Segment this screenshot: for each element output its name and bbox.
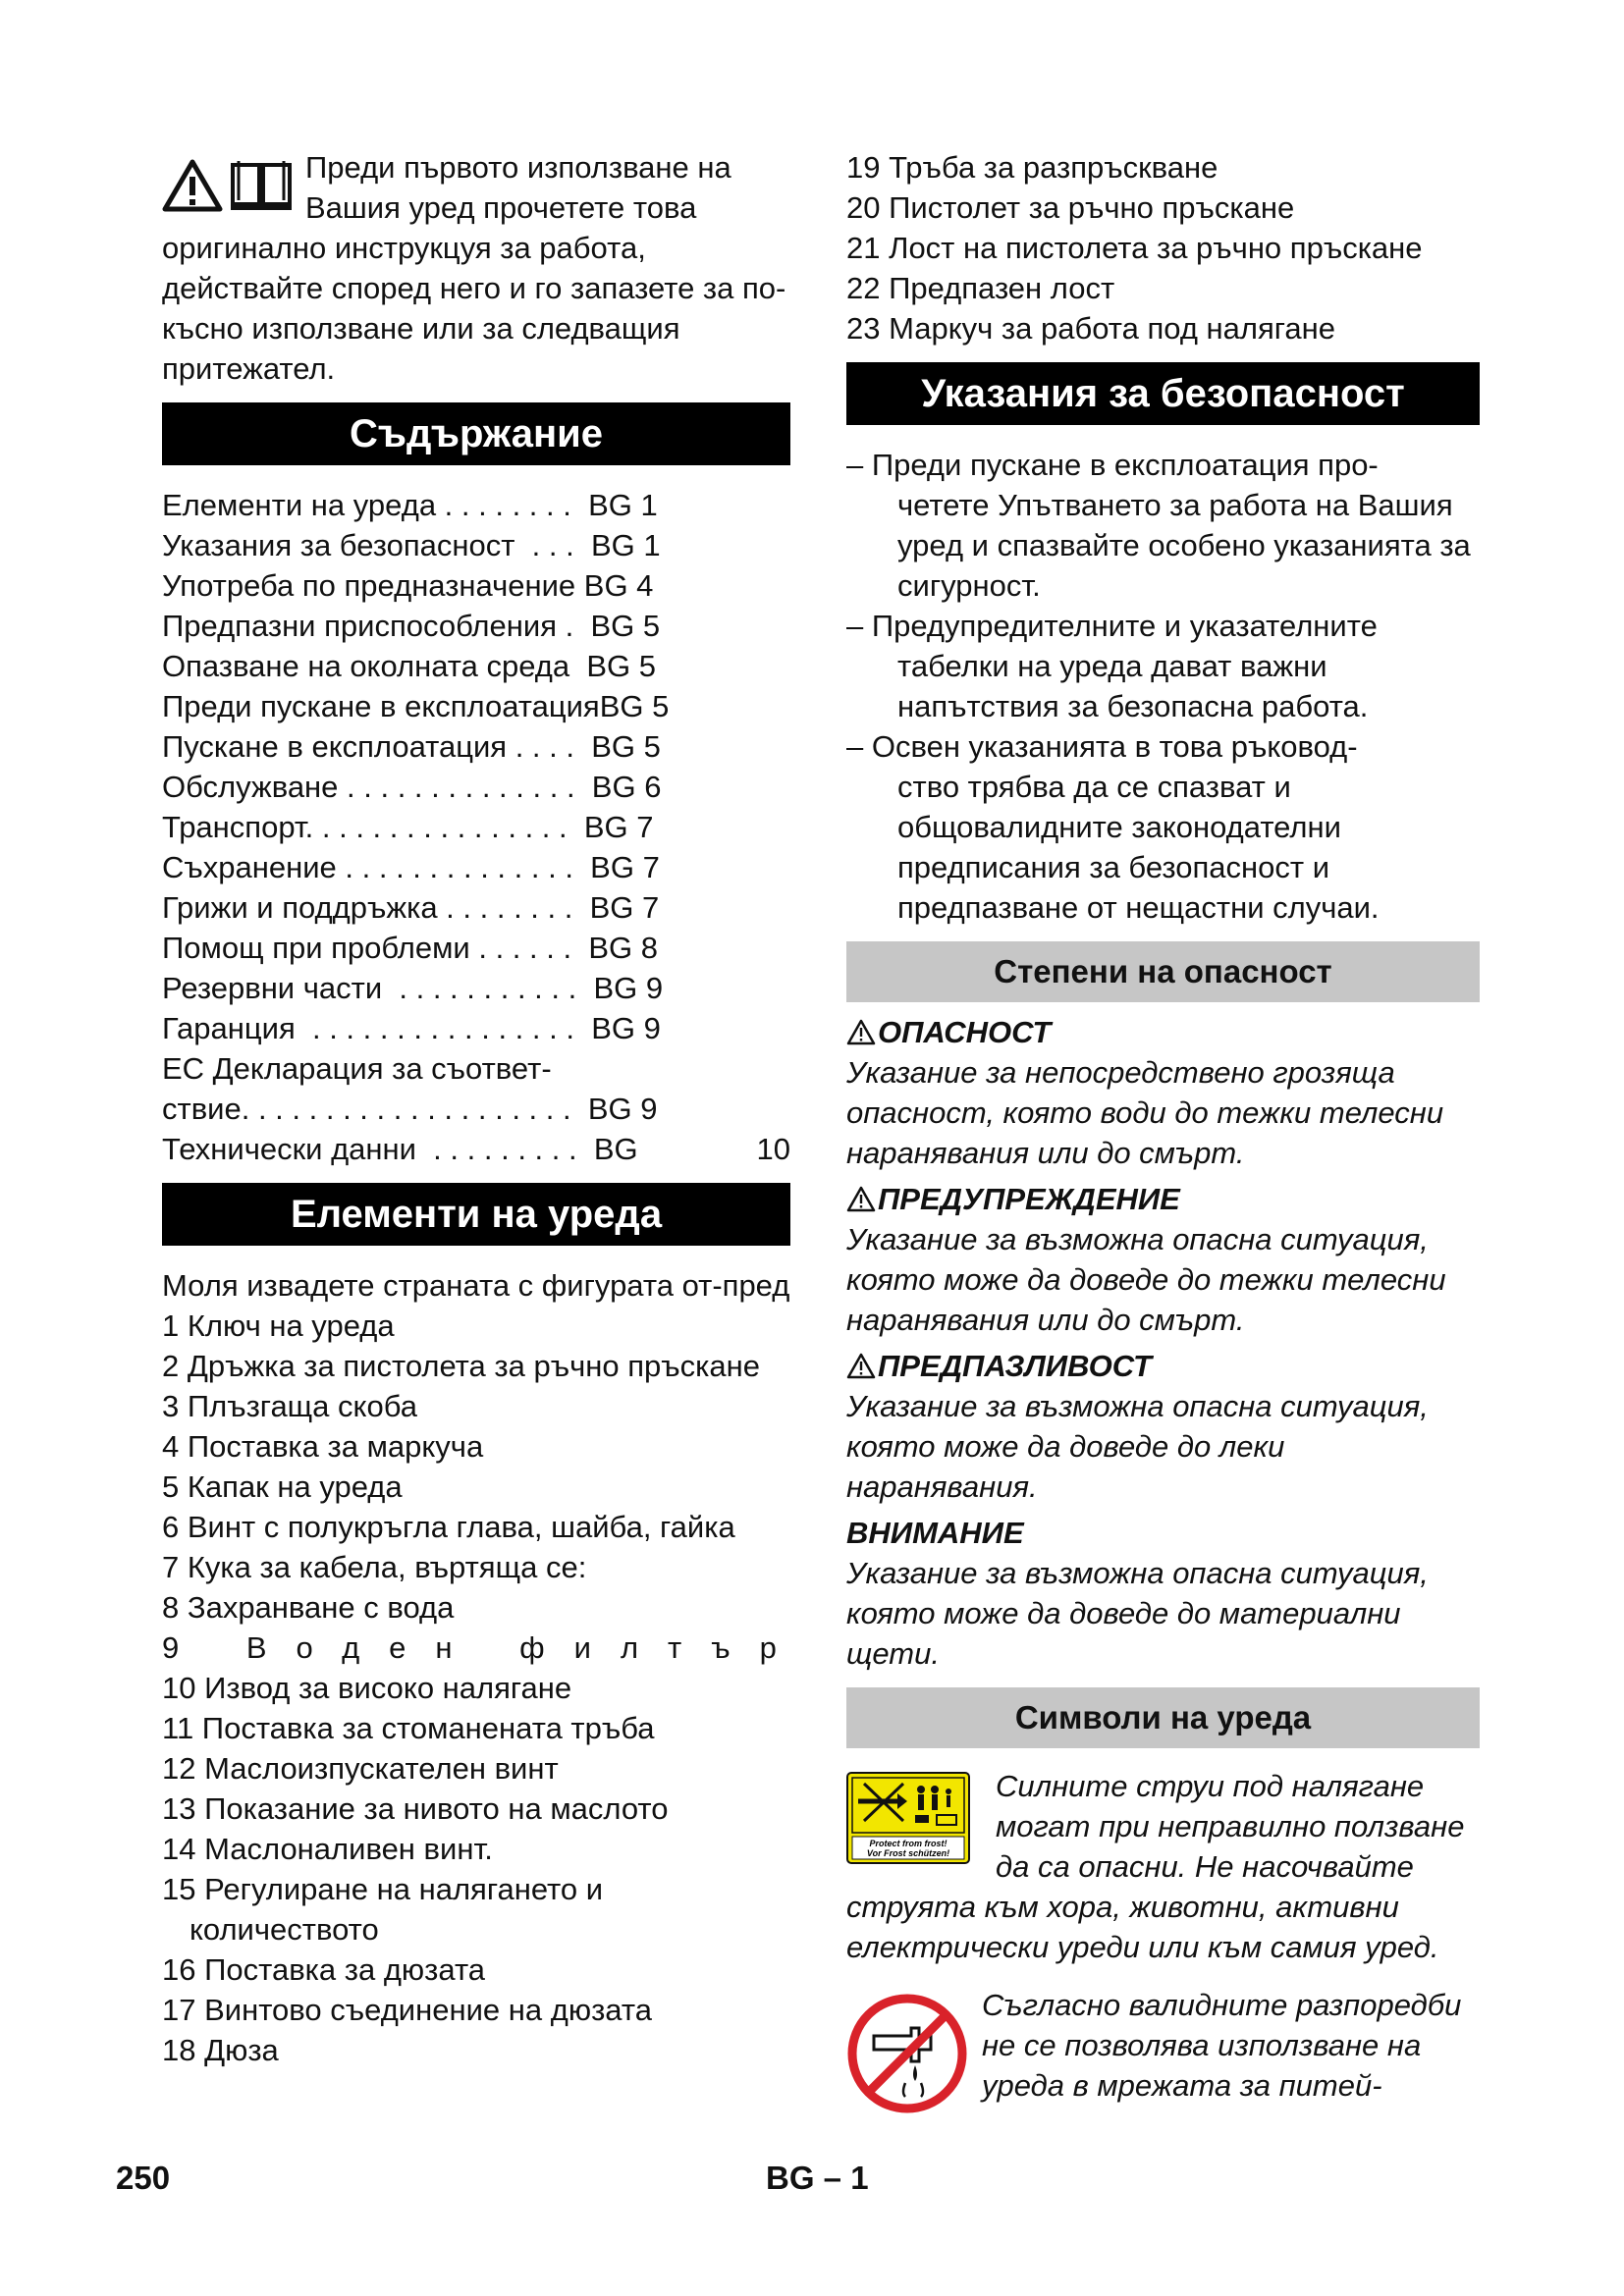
hazard-danger-label: ОПАСНОСТ xyxy=(846,1012,1480,1052)
toc-entry[interactable]: Помощ при проблеми . . . . . . BG 8 xyxy=(162,931,658,965)
safety-bullet: – Преди пускане в експлоатация про- четете Упътването за работа на Вашия уред и спазвайте особено указанията за сигурност. xyxy=(846,448,1471,603)
symbol-no-drinking-water xyxy=(846,1985,1480,2106)
hazard-attention-text: Указание за възможна опасна ситуация, която може да доведе до материални щети. xyxy=(846,1556,1429,1671)
list-item: 21 Лост на пистолета за ръчно пръскане xyxy=(846,231,1423,265)
list-item: 18 Дюза xyxy=(162,2033,279,2067)
toc-entry-ec-line-1[interactable]: ЕС Декларация за съответ- xyxy=(162,1051,552,1086)
list-item: 23 Маркуч за работа под налягане xyxy=(846,311,1335,346)
list-item: 22 Предпазен лост xyxy=(846,271,1115,305)
toc-heading: Съдържание xyxy=(162,402,790,465)
list-item: 2 Дръжка за пистолета за ръчно пръскане xyxy=(162,1349,760,1383)
toc-entry-ec-line-2[interactable]: ствие. . . . . . . . . . . . . . . . . . . . BG 9 xyxy=(162,1092,658,1126)
elements-intro: Моля извадете страната с фигурата от-пред xyxy=(162,1268,790,1303)
sticker-label-line-2: Vor Frost schützen! xyxy=(866,1848,950,1858)
warning-triangle-icon xyxy=(162,159,223,212)
list-item: 15 Регулиране на налягането и количеството xyxy=(162,1872,604,1947)
sticker-label-line-1: Protect from frost! xyxy=(869,1839,947,1848)
list-item: 17 Винтово съединение на дюзата xyxy=(162,1993,652,2027)
intro xyxy=(162,147,790,228)
list-item: 8 Захранване с вода xyxy=(162,1590,455,1625)
toc-entry[interactable]: Обслужване . . . . . . . . . . . . . . BG 6 xyxy=(162,770,662,804)
manual-book-icon xyxy=(229,157,294,212)
symbol-high-pressure xyxy=(846,1766,1480,1967)
intro-line-2: Вашия уред прочетете това xyxy=(305,190,697,225)
warning-triangle-icon xyxy=(846,1186,876,1212)
safety-list xyxy=(846,445,1480,928)
warning-triangle-icon xyxy=(846,1019,876,1045)
language-code: BG xyxy=(766,2160,815,2196)
toc-entry[interactable]: Транспорт. . . . . . . . . . . . . . . . BG 7 xyxy=(162,810,654,844)
toc-list xyxy=(162,485,790,1169)
right-column xyxy=(846,147,1480,2118)
hazard-caution-label: ПРЕДПАЗЛИВОСТ xyxy=(846,1346,1480,1386)
toc-entry[interactable]: Предпазни приспособления . BG 5 xyxy=(162,609,661,643)
page-number: 250 xyxy=(116,2160,171,2196)
list-item-spaced: 9 Воден филтър xyxy=(162,1630,806,1665)
toc-entry[interactable]: Пускане в експлоатация . . . . BG 5 xyxy=(162,729,661,764)
elements-list xyxy=(162,1306,806,2070)
list-item: 20 Пистолет за ръчно пръскане xyxy=(846,190,1295,225)
list-item: 1 Ключ на уреда xyxy=(162,1308,395,1343)
list-item: 16 Поставка за дюзата xyxy=(162,1952,486,1987)
list-item: 7 Кука за кабела, въртяща се: xyxy=(162,1550,587,1584)
hazard-levels xyxy=(846,1012,1480,1674)
toc-entry[interactable]: Съхранение . . . . . . . . . . . . . . BG 7 xyxy=(162,850,660,884)
toc-entry[interactable]: Резервни части . . . . . . . . . . . BG 9 xyxy=(162,971,664,1005)
elements-list-continued xyxy=(846,147,1480,348)
hazard-warning-text: Указание за възможна опасна ситуация, която може да доведе до тежки телесни наранявания или до смърт. xyxy=(846,1222,1446,1337)
hazards-heading: Степени на опасност xyxy=(846,941,1480,1002)
symbol-no-drinking-water-text: Съгласно валидните разпоредби не се позволява използване на уреда в мрежата за питей- xyxy=(982,1988,1462,2103)
toc-entry[interactable]: Гаранция . . . . . . . . . . . . . . . . BG 9 xyxy=(162,1011,661,1045)
hazard-attention-label: ВНИМАНИЕ xyxy=(846,1516,1024,1550)
toc-entry[interactable]: Употреба по предназначение BG 4 xyxy=(162,568,654,603)
left-column xyxy=(162,147,806,2070)
elements-heading: Елементи на уреда xyxy=(162,1183,790,1246)
hazard-danger-text: Указание за непосредствено грозяща опасност, която води до тежки телесни наранявания или до смърт. xyxy=(846,1055,1444,1170)
list-item: 6 Винт с полукръгла глава, шайба, гайка xyxy=(162,1510,735,1544)
toc-entry[interactable]: Преди пускане в експлоатация BG 5 xyxy=(162,689,670,723)
list-item: 3 Плъзгаща скоба xyxy=(162,1389,417,1423)
intro-icons xyxy=(162,157,294,212)
list-item: 13 Показание за нивото на маслото xyxy=(162,1791,669,1826)
no-drinking-water-connection-icon xyxy=(846,1993,968,2114)
warning-triangle-icon xyxy=(846,1353,876,1379)
list-item: 11 Поставка за стоманената тръба xyxy=(162,1711,655,1745)
language-page: – 1 xyxy=(823,2160,869,2196)
list-item: 5 Капак на уреда xyxy=(162,1469,403,1504)
hazard-caution-text: Указание за възможна опасна ситуация, която може да доведе до леки наранявания. xyxy=(846,1389,1429,1504)
safety-bullet: – Освен указанията в това ръковод- ство трябва да се спазват и общовалидните законодателни предписания за безопасност и предпазване от нещастни случаи. xyxy=(846,729,1380,925)
toc-entry[interactable]: Грижи и поддръжка . . . . . . . . BG 7 xyxy=(162,890,660,925)
toc-entry-tech[interactable]: Технически данни . . . . . . . . . BG 10 xyxy=(162,1132,790,1166)
high-pressure-jet-warning-icon xyxy=(846,1772,970,1864)
list-item: 14 Маслоналивен винт. xyxy=(162,1832,493,1866)
list-item: 10 Извод за високо налягане xyxy=(162,1671,572,1705)
toc-entry[interactable]: Опазване на околната среда BG 5 xyxy=(162,649,656,683)
toc-entry[interactable]: Елементи на уреда . . . . . . . . BG 1 xyxy=(162,488,658,522)
list-item: 12 Маслоизпускателен винт xyxy=(162,1751,559,1786)
safety-bullet: – Предупредителните и указателните табелки на уреда дават важни напътствия за безопасна работа. xyxy=(846,609,1378,723)
list-item: 19 Тръба за разпръскване xyxy=(846,150,1218,185)
toc-entry[interactable]: Указания за безопасност . . . BG 1 xyxy=(162,528,661,562)
symbols-heading: Символи на уреда xyxy=(846,1687,1480,1748)
list-item: 4 Поставка за маркуча xyxy=(162,1429,484,1464)
safety-heading: Указания за безопасност xyxy=(846,362,1480,425)
language-page-code xyxy=(766,2160,869,2197)
intro-line-1: Преди първото използване на xyxy=(305,150,731,185)
hazard-warning-label: ПРЕДУПРЕЖДЕНИЕ xyxy=(846,1179,1480,1219)
symbol-high-pressure-text: Силните струи под налягане могат при неправилно ползване да са опасни. Не насочвайте струята към хора, животни, активни електрически уреди или към самия уред. xyxy=(846,1769,1465,1964)
intro-rest: оригинално инструкцуя за работа, действайте според него и го запазете за по-късно използване или за следващия притежател. xyxy=(162,231,786,386)
